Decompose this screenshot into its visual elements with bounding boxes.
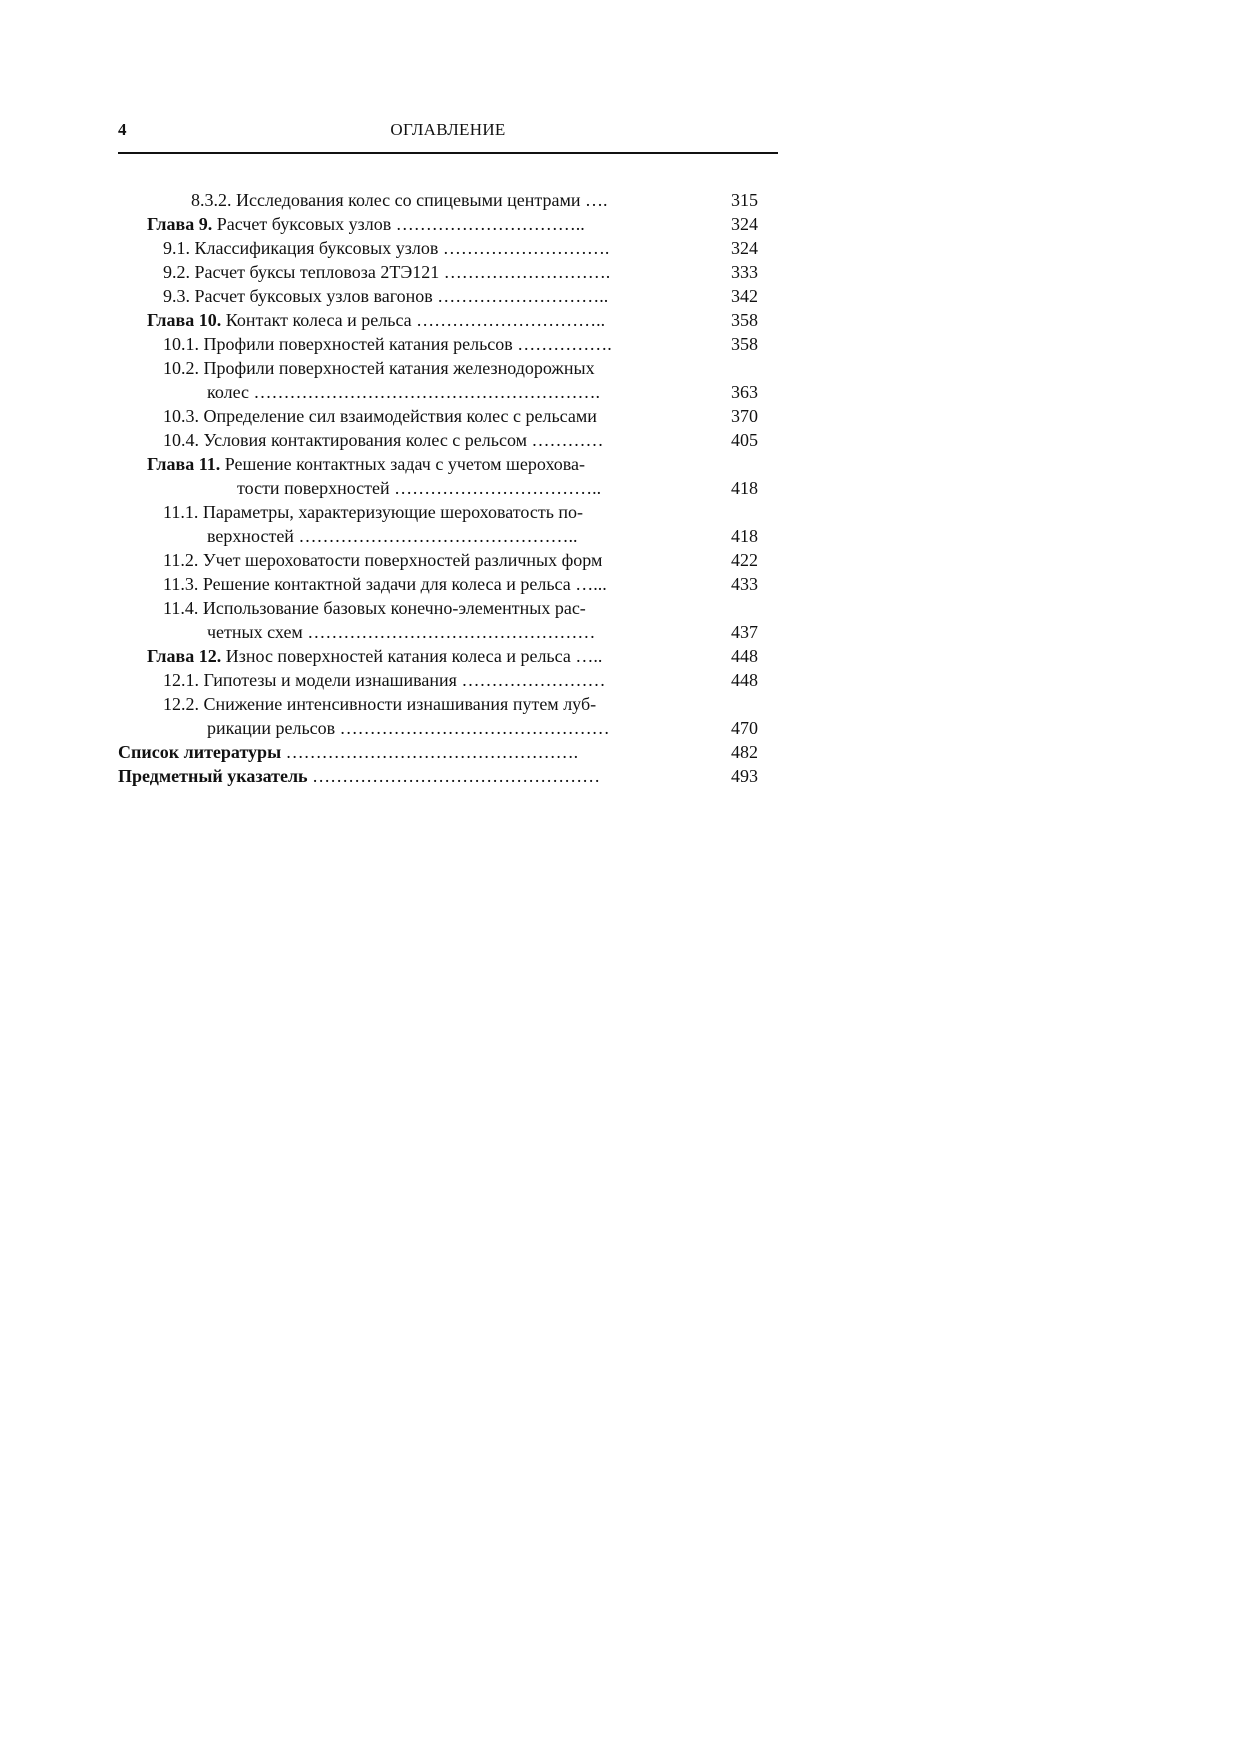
toc-entry[interactable] (118, 404, 758, 428)
toc-entry-title: ………………………………………… (307, 766, 601, 786)
toc-entry-page: 470 (731, 718, 758, 738)
toc-entry-page: 422 (731, 550, 758, 570)
chapter-label: Глава 9. (147, 214, 213, 234)
toc-entry-title: 12.1. Гипотезы и модели изнашивания …………………… (163, 670, 606, 690)
toc-entry[interactable] (118, 572, 758, 596)
toc-entry-title: 8.3.2. Исследования колес со спицевыми центрами …. (191, 190, 608, 210)
page-number: 4 (118, 120, 127, 139)
toc-entry-page: 342 (731, 286, 758, 306)
toc-entry-page: 370 (731, 406, 758, 426)
toc-entry-page: 448 (731, 670, 758, 690)
toc-entry-title: Решение контактных задач с учетом шерохова- (220, 454, 586, 474)
toc-entry-title: Расчет буксовых узлов ………………………….. (212, 214, 585, 234)
toc-entry-page: 324 (731, 238, 758, 258)
chapter-label: Глава 12. (147, 646, 222, 666)
toc-entry-page: 418 (731, 526, 758, 546)
toc-entry-title: Износ поверхностей катания колеса и рельса ….. (221, 646, 603, 666)
toc-entry[interactable] (118, 332, 758, 356)
toc-entry-title: 10.2. Профили поверхностей катания железнодорожных (163, 358, 595, 378)
toc-entry[interactable] (118, 356, 758, 380)
toc-entry-title: рикации рельсов ……………………………………… (207, 718, 610, 738)
toc-entry-title: 9.1. Классификация буксовых узлов ………………………. (163, 238, 610, 258)
toc-entry-title: 11.4. Использование базовых конечно-элементных рас- (163, 598, 586, 618)
toc-entry[interactable] (118, 596, 758, 620)
toc-entry-title: верхностей ……………………………………….. (207, 526, 578, 546)
toc-entry-continuation[interactable] (118, 716, 758, 740)
toc-entry-page: 358 (731, 334, 758, 354)
toc-entry-title: 9.2. Расчет буксы тепловоза 2ТЭ121 ………………………. (163, 262, 611, 282)
toc-entry-title: …………………………………………. (281, 742, 579, 762)
toc-entry[interactable] (118, 284, 758, 308)
section-label: Предметный указатель (118, 766, 308, 786)
toc-entry-page: 448 (731, 646, 758, 666)
toc-entry[interactable] (118, 668, 758, 692)
toc-entry-title: четных схем ………………………………………… (207, 622, 596, 642)
toc-entry-page: 405 (731, 430, 758, 450)
toc-entry-title: 11.2. Учет шероховатости поверхностей различных форм (163, 550, 603, 570)
toc-entry-title: тости поверхностей …………………………….. (237, 478, 602, 498)
toc-entry[interactable] (118, 692, 758, 716)
toc-entry-title: 10.3. Определение сил взаимодействия колес с рельсами (163, 406, 597, 426)
toc-entry-title: 9.3. Расчет буксовых узлов вагонов ……………………….. (163, 286, 609, 306)
toc-entry[interactable] (118, 500, 758, 524)
toc-entry-continuation[interactable] (118, 476, 758, 500)
toc-entry[interactable] (118, 644, 758, 668)
toc-entry-continuation[interactable] (118, 620, 758, 644)
toc-entry[interactable] (118, 212, 758, 236)
toc-entry-title: Контакт колеса и рельса ………………………….. (221, 310, 606, 330)
toc-entry-title: колес …………………………………………………. (207, 382, 601, 402)
toc-entry[interactable] (118, 452, 758, 476)
toc-entry[interactable] (118, 428, 758, 452)
toc-entry-title: 12.2. Снижение интенсивности изнашивания путем луб- (163, 694, 597, 714)
toc-entry-title: 11.1. Параметры, характеризующие шероховатость по- (163, 502, 584, 522)
toc-entry-page: 358 (731, 310, 758, 330)
page-header (118, 116, 778, 154)
toc-entry-continuation[interactable] (118, 524, 758, 548)
chapter-label: Глава 10. (147, 310, 222, 330)
toc-entry[interactable] (118, 548, 758, 572)
toc-entry-page: 433 (731, 574, 758, 594)
toc-entry-page: 315 (731, 190, 758, 210)
toc-entry-page: 363 (731, 382, 758, 402)
toc-entry-page: 493 (731, 766, 758, 786)
running-title: ОГЛАВЛЕНИЕ (390, 120, 506, 139)
toc-entry[interactable] (118, 236, 758, 260)
toc-entry-page: 437 (731, 622, 758, 642)
toc-entry[interactable] (118, 740, 758, 764)
toc-entry[interactable] (118, 308, 758, 332)
toc-entry-page: 333 (731, 262, 758, 282)
toc-entry[interactable] (118, 260, 758, 284)
toc-entry-continuation[interactable] (118, 380, 758, 404)
section-label: Список литературы (118, 742, 282, 762)
toc-entry-title: 10.1. Профили поверхностей катания рельсов ……………. (163, 334, 612, 354)
toc-entry[interactable] (118, 188, 758, 212)
chapter-label: Глава 11. (147, 454, 221, 474)
toc-entry-title: 11.3. Решение контактной задачи для колеса и рельса …... (163, 574, 607, 594)
toc-entry-page: 324 (731, 214, 758, 234)
toc-entry-page: 482 (731, 742, 758, 762)
toc-entry-page: 418 (731, 478, 758, 498)
toc-entry[interactable] (118, 764, 758, 788)
table-of-contents (118, 188, 758, 788)
toc-entry-title: 10.4. Условия контактирования колес с рельсом ………… (163, 430, 604, 450)
